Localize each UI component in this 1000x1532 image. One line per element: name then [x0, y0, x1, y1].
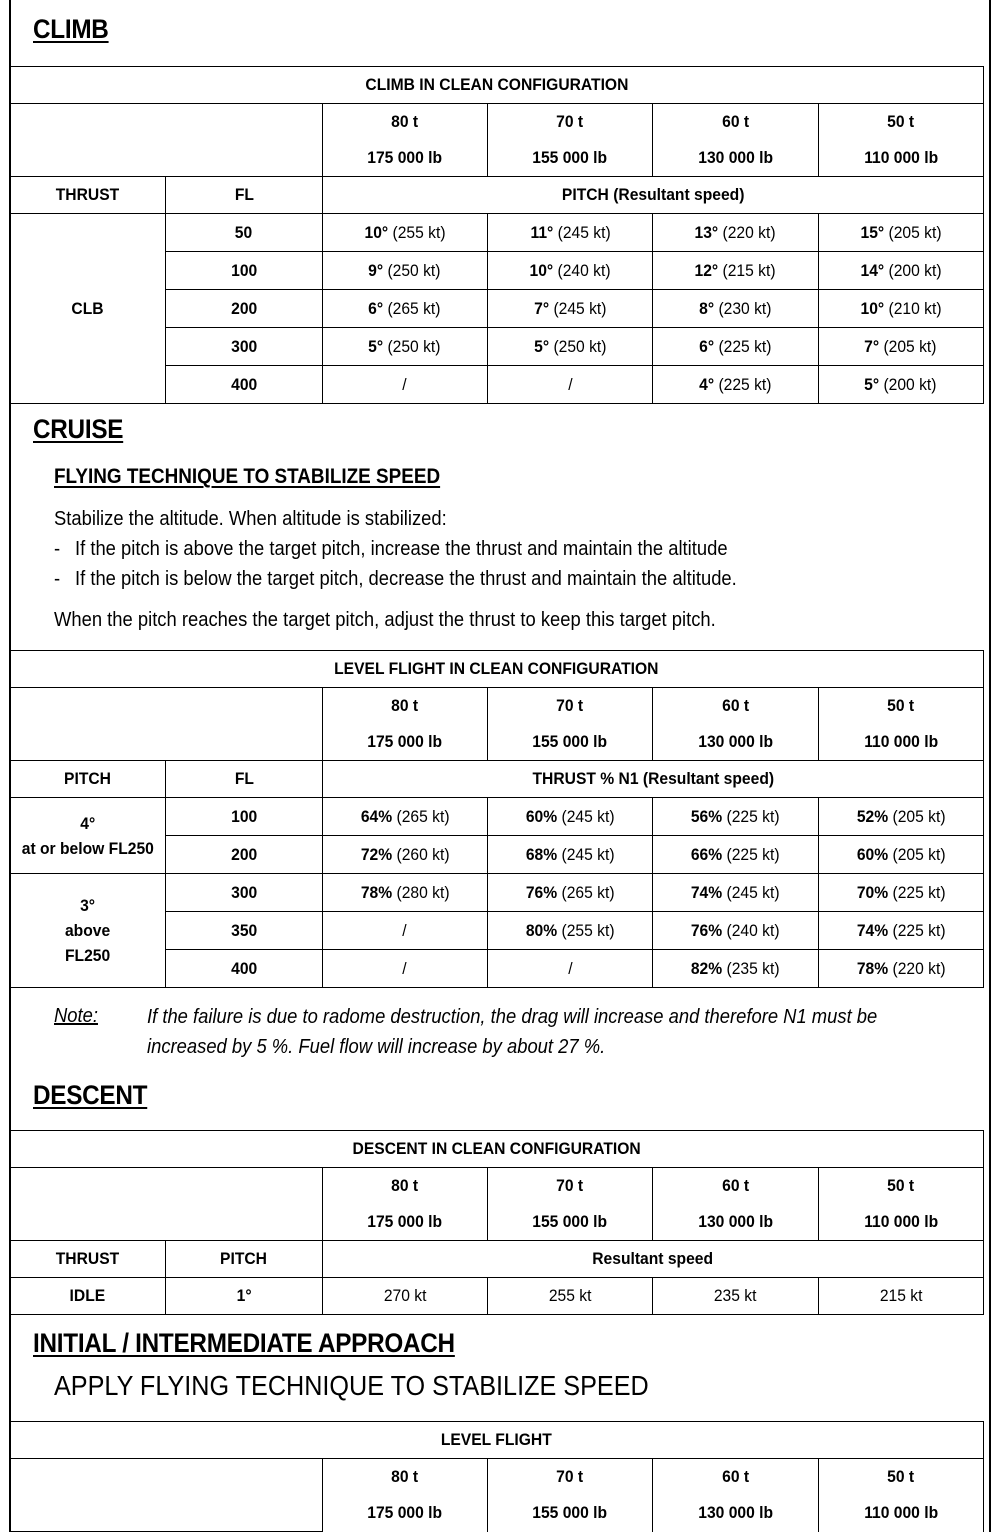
weight-t: 80 t — [322, 1168, 487, 1204]
climb-value-cell: 12° (215 kt) — [653, 252, 818, 290]
weight-lb: 155 000 lb — [487, 1204, 652, 1241]
climb-value-cell: 15° (205 kt) — [818, 214, 983, 252]
climb-value-cell: / — [322, 366, 487, 404]
pitch-group-4deg: 4° at or below FL250 — [10, 798, 166, 874]
climb-row — [10, 214, 984, 252]
climb-value-cell: 10° (255 kt) — [322, 214, 487, 252]
weight-lb: 110 000 lb — [818, 140, 983, 177]
thrust-idle: IDLE — [10, 1278, 166, 1315]
climb-value-cell: 6° (225 kt) — [653, 328, 818, 366]
cruise-value-cell: 70% (225 kt) — [818, 874, 983, 912]
climb-value-cell: 6° (265 kt) — [322, 290, 487, 328]
weight-t: 60 t — [653, 1168, 818, 1204]
blank-header-cell — [10, 104, 323, 177]
bullet-dash: - — [54, 568, 61, 590]
weight-t: 70 t — [487, 104, 652, 140]
weight-t: 60 t — [653, 104, 818, 140]
weight-lb: 130 000 lb — [653, 1495, 818, 1532]
cruise-bullet: If the pitch is above the target pitch, increase the thrust and maintain the altitude — [75, 538, 728, 560]
weight-lb: 175 000 lb — [322, 140, 487, 177]
cruise-value-cell: 72% (260 kt) — [322, 836, 487, 874]
climb-value-cell: 11° (245 kt) — [487, 214, 652, 252]
weight-lb: 155 000 lb — [487, 724, 652, 761]
weight-t: 80 t — [322, 104, 487, 140]
blank-header-cell — [10, 1168, 323, 1241]
cruise-value-cell: 74% (245 kt) — [653, 874, 818, 912]
cruise-value-cell: 80% (255 kt) — [487, 912, 652, 950]
cruise-value-cell: 52% (205 kt) — [818, 798, 983, 836]
descent-table-title: DESCENT IN CLEAN CONFIGURATION — [10, 1131, 984, 1168]
climb-value-cell: 5° (250 kt) — [322, 328, 487, 366]
fl-cell: 100 — [166, 252, 322, 290]
cruise-value-cell: 82% (235 kt) — [653, 950, 818, 988]
weight-t: 80 t — [322, 688, 487, 724]
col-pitch: PITCH — [166, 1241, 322, 1278]
cruise-value-cell: / — [322, 912, 487, 950]
weight-t: 60 t — [653, 688, 818, 724]
col-fl: FL — [166, 761, 322, 798]
climb-value-cell: 5° (250 kt) — [487, 328, 652, 366]
speed-cell: 270 kt — [322, 1278, 487, 1315]
descent-row — [10, 1278, 984, 1315]
cruise-value-cell: 60% (205 kt) — [818, 836, 983, 874]
cruise-heading: CRUISE — [33, 414, 124, 444]
bullet-dash: - — [54, 538, 61, 560]
cruise-value-cell: 56% (225 kt) — [653, 798, 818, 836]
climb-value-cell: 7° (245 kt) — [487, 290, 652, 328]
climb-value-cell: 10° (210 kt) — [818, 290, 983, 328]
climb-table-title: CLIMB IN CLEAN CONFIGURATION — [10, 67, 984, 104]
weight-t: 70 t — [487, 1459, 652, 1495]
cruise-value-cell: / — [487, 950, 652, 988]
pitch-cell: 1° — [166, 1278, 322, 1315]
climb-value-cell: 5° (200 kt) — [818, 366, 983, 404]
climb-column-header-row — [10, 177, 984, 214]
pitch-group-3deg: 3° above FL250 — [10, 874, 166, 988]
cruise-value-cell: / — [322, 950, 487, 988]
cruise-weight-t-row — [10, 688, 984, 724]
climb-weight-t-row — [10, 104, 984, 140]
cruise-table — [9, 650, 984, 988]
climb-heading: CLIMB — [33, 14, 109, 44]
weight-t: 50 t — [818, 1459, 983, 1495]
note-label: Note: — [54, 1005, 98, 1027]
col-thrust: THRUST — [10, 177, 166, 214]
fl-cell: 300 — [166, 874, 322, 912]
col-thrust-result: THRUST % N1 (Resultant speed) — [322, 761, 983, 798]
climb-value-cell: 10° (240 kt) — [487, 252, 652, 290]
cruise-value-cell: 60% (245 kt) — [487, 798, 652, 836]
note-text: If the failure is due to radome destruction, the drag will increase and therefore N1 must be increased by 5 %. Fuel flow will increase by about 27 %. — [147, 1006, 878, 1058]
approach-heading: INITIAL / INTERMEDIATE APPROACH — [33, 1328, 455, 1358]
fl-cell: 50 — [166, 214, 322, 252]
climb-value-cell: 8° (230 kt) — [653, 290, 818, 328]
cruise-value-cell: 78% (220 kt) — [818, 950, 983, 988]
weight-t: 50 t — [818, 104, 983, 140]
fl-cell: 100 — [166, 798, 322, 836]
approach-weight-t-row — [10, 1459, 984, 1495]
weight-lb: 110 000 lb — [818, 724, 983, 761]
speed-cell: 235 kt — [653, 1278, 818, 1315]
cruise-table-title: LEVEL FLIGHT IN CLEAN CONFIGURATION — [10, 651, 984, 688]
fl-cell: 400 — [166, 950, 322, 988]
weight-lb: 110 000 lb — [818, 1495, 983, 1532]
weight-t: 70 t — [487, 688, 652, 724]
weight-lb: 175 000 lb — [322, 724, 487, 761]
climb-table — [9, 66, 984, 404]
climb-value-cell: / — [487, 366, 652, 404]
col-fl: FL — [166, 177, 322, 214]
weight-t: 70 t — [487, 1168, 652, 1204]
page-right-border — [989, 0, 991, 1532]
fl-cell: 400 — [166, 366, 322, 404]
weight-t: 50 t — [818, 1168, 983, 1204]
approach-table — [9, 1421, 984, 1532]
descent-column-header-row — [10, 1241, 984, 1278]
blank-header-cell — [10, 1459, 323, 1532]
descent-weight-t-row — [10, 1168, 984, 1204]
fl-cell: 200 — [166, 290, 322, 328]
cruise-row — [10, 874, 984, 912]
weight-lb: 110 000 lb — [818, 1204, 983, 1241]
descent-table — [9, 1130, 984, 1315]
fl-cell: 300 — [166, 328, 322, 366]
cruise-closing: When the pitch reaches the target pitch, adjust the thrust to keep this target pitch. — [54, 609, 716, 631]
cruise-value-cell: 64% (265 kt) — [322, 798, 487, 836]
col-thrust: THRUST — [10, 1241, 166, 1278]
weight-lb: 155 000 lb — [487, 140, 652, 177]
climb-value-cell: 7° (205 kt) — [818, 328, 983, 366]
cruise-subheading: FLYING TECHNIQUE TO STABILIZE SPEED — [54, 465, 441, 488]
col-resultant-speed: Resultant speed — [322, 1241, 983, 1278]
climb-value-cell: 9° (250 kt) — [322, 252, 487, 290]
cruise-value-cell: 76% (240 kt) — [653, 912, 818, 950]
weight-lb: 130 000 lb — [653, 140, 818, 177]
weight-lb: 155 000 lb — [487, 1495, 652, 1532]
climb-value-cell: 13° (220 kt) — [653, 214, 818, 252]
climb-value-cell: 14° (200 kt) — [818, 252, 983, 290]
cruise-column-header-row — [10, 761, 984, 798]
weight-lb: 130 000 lb — [653, 1204, 818, 1241]
weight-t: 50 t — [818, 688, 983, 724]
weight-t: 80 t — [322, 1459, 487, 1495]
col-pitch-result: PITCH (Resultant speed) — [322, 177, 983, 214]
cruise-bullet: If the pitch is below the target pitch, decrease the thrust and maintain the altitude. — [75, 568, 737, 590]
cruise-value-cell: 74% (225 kt) — [818, 912, 983, 950]
fl-cell: 200 — [166, 836, 322, 874]
cruise-value-cell: 76% (265 kt) — [487, 874, 652, 912]
weight-lb: 175 000 lb — [322, 1204, 487, 1241]
cruise-value-cell: 68% (245 kt) — [487, 836, 652, 874]
speed-cell: 255 kt — [487, 1278, 652, 1315]
climb-value-cell: 4° (225 kt) — [653, 366, 818, 404]
speed-cell: 215 kt — [818, 1278, 983, 1315]
thrust-clb: CLB — [10, 214, 166, 404]
cruise-intro: Stabilize the altitude. When altitude is stabilized: — [54, 508, 447, 530]
cruise-value-cell: 78% (280 kt) — [322, 874, 487, 912]
weight-lb: 130 000 lb — [653, 724, 818, 761]
cruise-value-cell: 66% (225 kt) — [653, 836, 818, 874]
approach-subheading: APPLY FLYING TECHNIQUE TO STABILIZE SPEED — [54, 1370, 649, 1401]
blank-header-cell — [10, 688, 323, 761]
cruise-row — [10, 798, 984, 836]
descent-heading: DESCENT — [33, 1080, 148, 1110]
fl-cell: 350 — [166, 912, 322, 950]
weight-lb: 175 000 lb — [322, 1495, 487, 1532]
col-pitch: PITCH — [10, 761, 166, 798]
weight-t: 60 t — [653, 1459, 818, 1495]
approach-table-title: LEVEL FLIGHT — [10, 1422, 984, 1459]
